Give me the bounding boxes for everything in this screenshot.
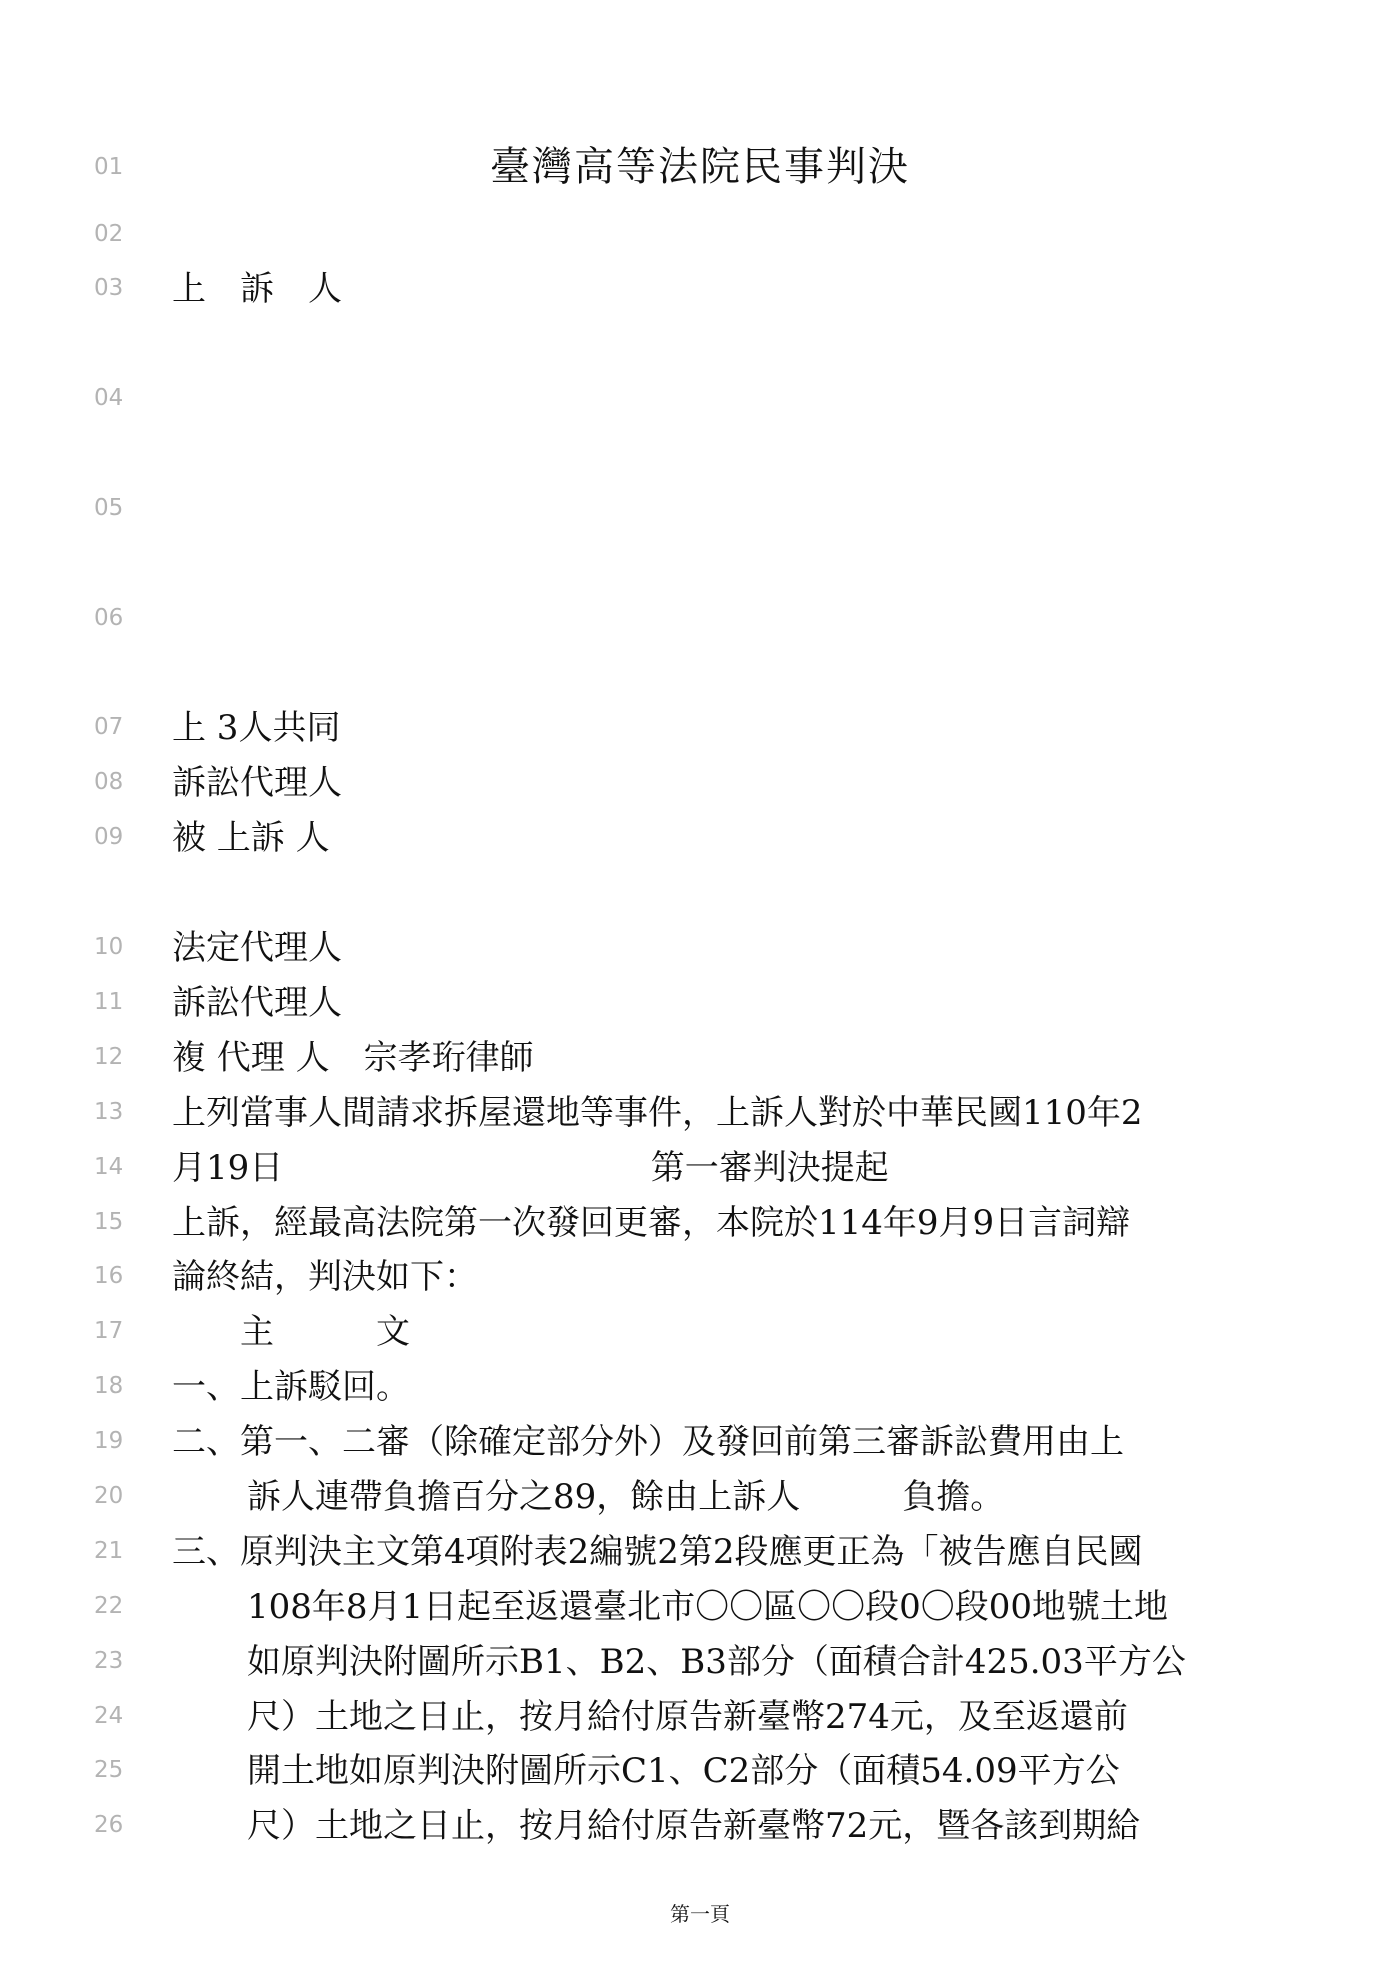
line-number: 12 [94,1044,124,1070]
line-05 [0,482,1400,536]
line-number: 20 [94,1483,124,1509]
line-text: 被 上訴 人 [172,818,330,858]
line-text: 一、上訴駁回。 [172,1367,410,1407]
line-number: 05 [94,495,124,521]
page-footer: 第一頁 [670,1902,730,1926]
line-text: 論終結，判決如下： [172,1257,478,1297]
line-26 [0,1799,1400,1853]
line-number: 15 [94,1209,124,1235]
line-14 [0,1141,1400,1195]
line-13 [0,1086,1400,1140]
line-23 [0,1635,1400,1689]
line-text: 三、原判決主文第4項附表2編號2第2段應更正為「被告應自民國 [172,1532,1143,1572]
line-text: 上訴，經最高法院第一次發回更審，本院於114年9月9日言詞辯 [172,1203,1131,1243]
line-text: 月19日 第一審判決提起 [172,1148,889,1188]
line-12 [0,1031,1400,1085]
section-heading: 主 文 [172,1312,410,1352]
line-text: 訴人連帶負擔百分之89，餘由上訴人 負擔。 [247,1477,1005,1517]
line-number: 13 [94,1099,124,1125]
line-number: 21 [94,1538,124,1564]
line-text: 複 代理 人 宗孝珩律師 [172,1038,534,1078]
line-number: 11 [94,989,124,1015]
line-17 [0,1305,1400,1359]
line-number: 14 [94,1154,124,1180]
line-number: 09 [94,824,124,850]
line-09 [0,811,1400,865]
line-number: 06 [94,605,124,631]
line-text: 二、第一、二審（除確定部分外）及發回前第三審訴訟費用由上 [172,1422,1124,1462]
line-19 [0,1415,1400,1469]
line-08 [0,756,1400,810]
line-text: 訴訟代理人 [172,983,342,1023]
line-text: 如原判決附圖所示B1、B2、B3部分（面積合計425.03平方公 [247,1642,1186,1682]
line-20 [0,1470,1400,1524]
line-text: 上 訴 人 [172,269,342,309]
line-text: 法定代理人 [172,928,342,968]
line-text: 上 3人共同 [172,708,341,748]
line-number: 07 [94,714,124,740]
line-number: 19 [94,1428,124,1454]
line-01 [0,141,1400,195]
line-text: 108年8月1日起至返還臺北市〇〇區〇〇段0〇段00地號土地 [247,1587,1169,1627]
line-number: 03 [94,275,124,301]
line-number: 08 [94,769,124,795]
page-title: 臺灣高等法院民事判決 [490,144,910,190]
line-number: 17 [94,1318,124,1344]
line-25 [0,1744,1400,1798]
line-number: 02 [94,221,124,247]
line-number: 23 [94,1648,124,1674]
line-10 [0,921,1400,975]
line-06 [0,592,1400,646]
line-text: 尺）土地之日止，按月給付原告新臺幣72元，暨各該到期給 [247,1806,1141,1846]
line-number: 26 [94,1812,124,1838]
line-number: 24 [94,1703,124,1729]
line-number: 18 [94,1373,124,1399]
line-11 [0,976,1400,1030]
line-number: 10 [94,934,124,960]
line-number: 16 [94,1263,124,1289]
line-16 [0,1250,1400,1304]
line-04 [0,372,1400,426]
line-text: 訴訟代理人 [172,763,342,803]
line-number: 25 [94,1757,124,1783]
line-number: 04 [94,385,124,411]
line-18 [0,1360,1400,1414]
line-text: 開土地如原判決附圖所示C1、C2部分（面積54.09平方公 [247,1751,1120,1791]
line-21 [0,1525,1400,1579]
line-number: 01 [94,154,124,180]
line-07 [0,701,1400,755]
line-text: 上列當事人間請求拆屋還地等事件，上訴人對於中華民國110年2 [172,1093,1143,1133]
line-24 [0,1690,1400,1744]
line-22 [0,1580,1400,1634]
line-03 [0,262,1400,316]
line-number: 22 [94,1593,124,1619]
line-text: 尺）土地之日止，按月給付原告新臺幣274元，及至返還前 [247,1697,1128,1737]
line-15 [0,1196,1400,1250]
line-02 [0,208,1400,262]
